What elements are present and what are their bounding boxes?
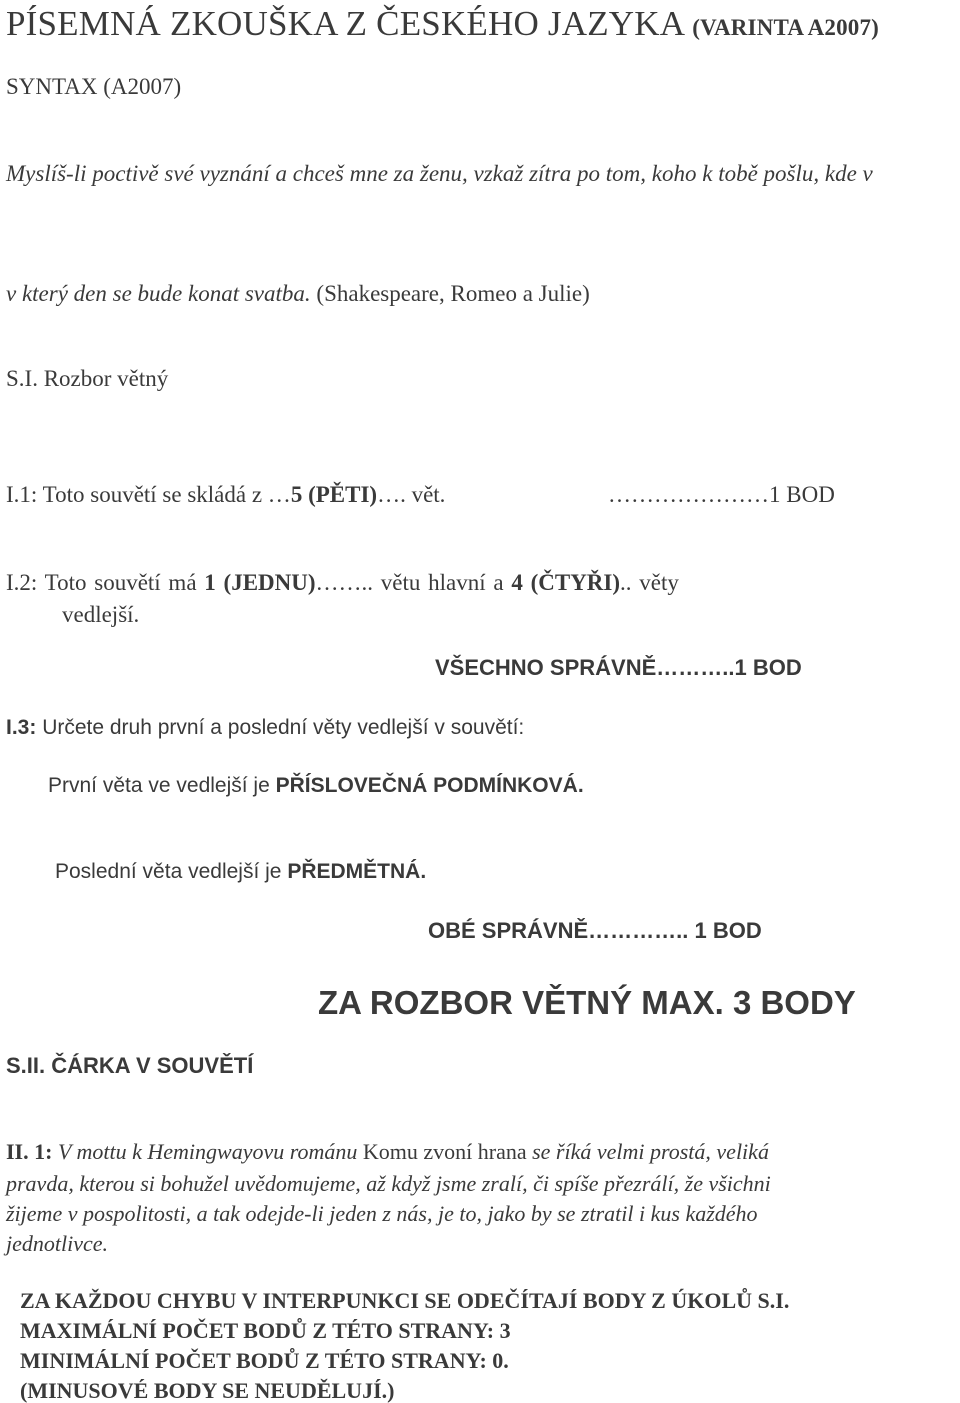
question-text: …. vět. — [377, 482, 446, 507]
points-label: VŠECHNO SPRÁVNĚ………..1 BOD — [435, 655, 802, 680]
syntax-heading: SYNTAX (A2007) — [6, 74, 182, 99]
answer-label: Poslední věta vedlejší je — [55, 860, 282, 883]
answer: PŘÍSLOVEČNÁ PODMÍNKOVÁ. — [275, 774, 584, 797]
quote-line-1: Myslíš-li poctivě své vyznání a chceš mne za ženu, vzkaž zítra po tom, koho k tobě pošlu, kde v — [6, 161, 873, 186]
last-clause-answer — [55, 861, 426, 882]
paragraph-line-3: žijeme v pospolitosti, a tak odejde-li jeden z nás, je to, jako by se ztratil i kus každého — [6, 1201, 758, 1226]
points-label: OBÉ SPRÁVNĚ………….. 1 BOD — [428, 918, 762, 943]
paragraph-line-1 — [6, 1141, 769, 1163]
question-text: Toto souvětí má — [44, 570, 197, 595]
question-number: I.2: — [6, 570, 38, 595]
title-text: PÍSEMNÁ ZKOUŠKA Z ČESKÉHO JAZYKA — [6, 4, 684, 43]
question-number: I.1: — [6, 482, 38, 507]
first-clause-answer — [48, 775, 584, 796]
paragraph-text: V mottu k Hemingwayovu románu — [57, 1139, 358, 1164]
answer: 1 (JEDNU) — [204, 570, 316, 595]
question-text: Určete druh první a poslední věty vedlejší v souvětí: — [42, 716, 525, 739]
book-title: Komu zvoní hrana — [362, 1139, 527, 1164]
section-2-title: S.II. ČÁRKA V SOUVĚTÍ — [6, 1053, 254, 1078]
question-1-3 — [6, 717, 524, 738]
question-text: …….. větu hlavní a — [315, 570, 504, 595]
quote-source: (Shakespeare, Romeo a Julie) — [316, 281, 590, 306]
question-1-2 — [6, 571, 679, 594]
points-label: …………………1 BOD — [608, 482, 835, 507]
question-1-1 — [6, 482, 835, 507]
paragraph-text: se říká velmi prostá, veliká — [532, 1139, 769, 1164]
answer: 4 (ČTYŘI) — [511, 570, 621, 595]
question-number: I.3: — [6, 716, 37, 739]
note-line-3: MINIMÁLNÍ POČET BODŮ Z TÉTO STRANY: 0. — [20, 1348, 509, 1373]
answer-label: První věta ve vedlejší je — [48, 774, 270, 797]
question-text: Toto souvětí se skládá z … — [42, 482, 291, 507]
max-points-heading: ZA ROZBOR VĚTNÝ MAX. 3 BODY — [318, 984, 856, 1021]
variant-label: (VARINTA A2007) — [692, 15, 880, 40]
question-number: II. 1: — [6, 1139, 53, 1164]
paragraph-line-2: pravda, kterou si bohužel uvědomujeme, až když jsme zralí, či spíše přezrálí, že všichni — [6, 1171, 771, 1196]
answer: PŘEDMĚTNÁ. — [287, 860, 427, 883]
note-line-2: MAXIMÁLNÍ POČET BODŮ Z TÉTO STRANY: 3 — [20, 1318, 511, 1343]
question-1-2-continuation: vedlejší. — [62, 602, 140, 627]
paragraph-line-4: jednotlivce. — [6, 1231, 109, 1256]
quote-line-2 — [6, 282, 590, 305]
note-line-4: (MINUSOVÉ BODY SE NEUDĚLUJÍ.) — [20, 1378, 395, 1403]
quote-text: v který den se bude konat svatba. — [6, 281, 311, 306]
answer: 5 (PĚTI) — [290, 482, 378, 507]
section-1-title: S.I. Rozbor větný — [6, 366, 169, 391]
page-title — [6, 6, 879, 41]
note-line-1: ZA KAŽDOU CHYBU V INTERPUNKCI SE ODEČÍTAJÍ BODY Z ÚKOLŮ S.I. — [20, 1288, 790, 1313]
question-text: .. věty — [620, 570, 679, 595]
